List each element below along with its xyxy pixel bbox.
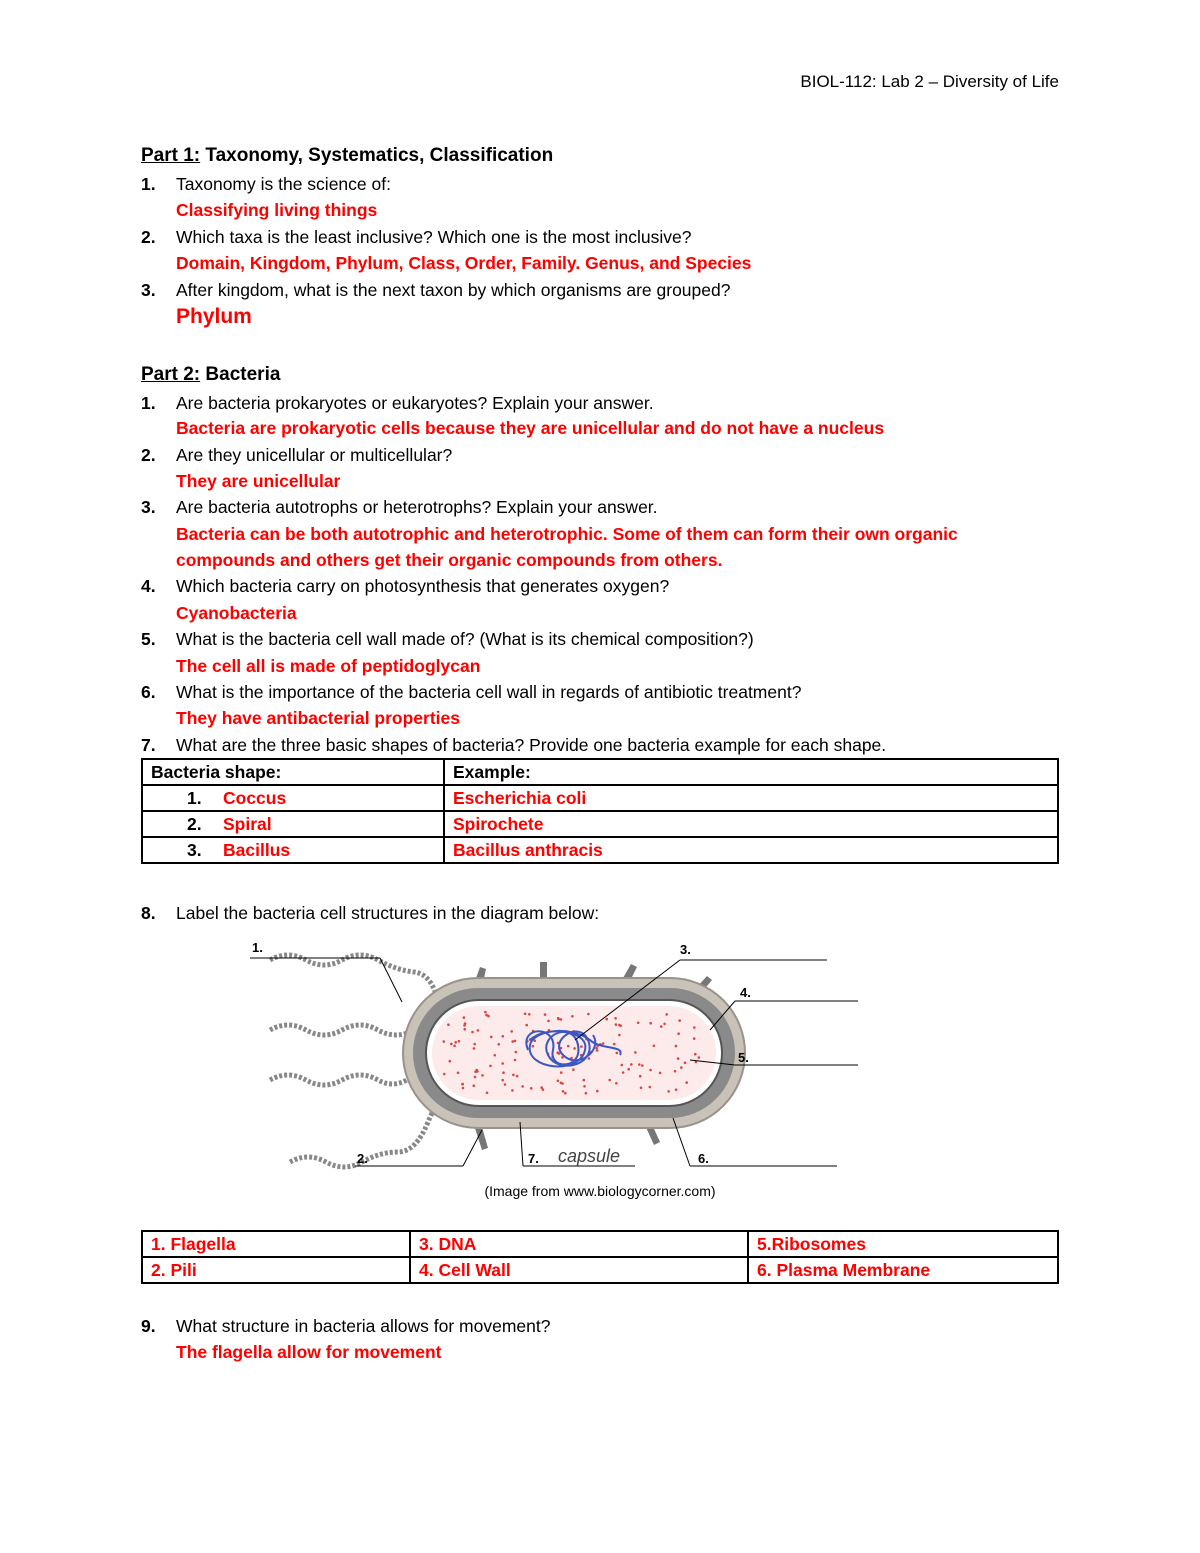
- ribosome-dot: [498, 1043, 501, 1046]
- ribosome-dot: [474, 1076, 477, 1079]
- ribosome-dot: [663, 1023, 666, 1026]
- question-number: 8.: [141, 903, 156, 923]
- question-text: Label the bacteria cell structures in the diagram below:: [176, 903, 600, 923]
- label-cell: 3. DNA: [410, 1231, 748, 1257]
- ribosome-dot: [630, 1063, 633, 1066]
- ribosome-dot: [564, 1092, 567, 1095]
- ribosome-dot: [677, 1032, 680, 1035]
- diagram-label-7: 7.: [528, 1151, 539, 1166]
- ribosome-dot: [677, 1057, 680, 1060]
- ribosome-dot: [560, 1071, 563, 1074]
- ribosome-dot: [443, 1073, 446, 1076]
- ribosome-dot: [659, 1072, 662, 1075]
- p1-question-2: [141, 227, 692, 248]
- ribosome-dot: [622, 1071, 625, 1074]
- question-text: What is the bacteria cell wall made of? (What is its chemical composition?): [176, 629, 754, 649]
- p2-question-3: [141, 497, 658, 518]
- row-number: 1.: [187, 787, 202, 808]
- question-text: What structure in bacteria allows for movement?: [176, 1316, 551, 1336]
- table-row: [142, 785, 1058, 811]
- p2-answer-1: Bacteria are prokaryotic cells because they are unicellular and do not have a nucleus: [176, 418, 885, 438]
- question-text: After kingdom, what is the next taxon by which organisms are grouped?: [176, 280, 731, 300]
- ribosome-dot: [502, 1035, 505, 1038]
- ribosome-dot: [462, 1087, 465, 1090]
- ribosome-dot: [515, 1051, 518, 1054]
- label-cell: 4. Cell Wall: [410, 1257, 748, 1283]
- question-number: 9.: [141, 1316, 156, 1336]
- part2-title: [141, 364, 280, 386]
- ribosome-dot: [694, 1053, 697, 1056]
- header-cell: Example:: [444, 759, 1058, 785]
- ribosome-dot: [572, 1068, 575, 1071]
- ribosome-dot: [693, 1026, 696, 1029]
- header-cell: Bacteria shape:: [142, 759, 444, 785]
- ribosome-dot: [638, 1063, 641, 1066]
- table-row: [142, 811, 1058, 837]
- part1-title: [141, 145, 553, 167]
- ribosome-dot: [562, 1090, 565, 1093]
- ribosome-dot: [618, 1034, 621, 1037]
- ribosome-dot: [521, 1085, 524, 1088]
- p2-answer-5: The cell all is made of peptidoglycan: [176, 656, 481, 676]
- question-text: Are bacteria autotrophs or heterotrophs? Explain your answer.: [176, 497, 658, 517]
- question-number: 3.: [141, 497, 156, 517]
- ribosome-dot: [511, 1040, 514, 1043]
- question-number: 1.: [141, 393, 156, 413]
- question-number: 4.: [141, 576, 156, 596]
- question-text: Are they unicellular or multicellular?: [176, 445, 453, 465]
- ribosome-dot: [447, 1023, 450, 1026]
- shape-name: Spiral: [223, 813, 272, 834]
- table-row: [142, 1231, 1058, 1257]
- ribosome-dot: [615, 1023, 618, 1026]
- ribosome-dot: [514, 1040, 517, 1043]
- ribosome-dot: [532, 1045, 535, 1048]
- table-header-row: [142, 759, 1058, 785]
- p2-question-7: [141, 735, 886, 756]
- ribosome-dot: [588, 1057, 591, 1060]
- question-number: 7.: [141, 735, 156, 755]
- ribosome-dot: [605, 1018, 608, 1021]
- ribosome-dot: [461, 1083, 464, 1086]
- ribosome-dot: [544, 1013, 547, 1016]
- ribosome-dot: [674, 1070, 677, 1073]
- question-text: Are bacteria prokaryotes or eukaryotes? Explain your answer.: [176, 393, 654, 413]
- label-cell: 5.Ribosomes: [748, 1231, 1058, 1257]
- ribosome-dot: [675, 1088, 678, 1091]
- ribosome-dot: [596, 1090, 599, 1093]
- ribosome-dot: [560, 1018, 563, 1021]
- ribosome-dot: [471, 1031, 474, 1034]
- diagram-label-1: 1.: [252, 940, 263, 955]
- p2-answer-3-line2: compounds and others get their organic compounds from others.: [176, 550, 723, 570]
- ribosome-dot: [510, 1030, 513, 1033]
- ribosome-dot: [649, 1069, 652, 1072]
- part2-title-prefix: Part 2:: [141, 364, 201, 385]
- ribosome-dot: [463, 1028, 466, 1031]
- ribosome-dot: [627, 1068, 630, 1071]
- ribosome-dot: [583, 1079, 586, 1082]
- ribosome-dot: [639, 1075, 642, 1078]
- p1-answer-1: Classifying living things: [176, 200, 378, 220]
- ribosome-dot: [641, 1064, 644, 1067]
- ribosome-dot: [528, 1013, 531, 1016]
- ribosome-dot: [649, 1022, 652, 1025]
- ribosome-dot: [693, 1037, 696, 1040]
- p2-question-4: [141, 576, 669, 597]
- ribosome-dot: [619, 1025, 622, 1028]
- question-number: 2.: [141, 445, 156, 465]
- p2-question-8: [141, 903, 599, 924]
- question-number: 5.: [141, 629, 156, 649]
- ribosome-dot: [473, 1047, 476, 1050]
- ribosome-dot: [453, 1045, 456, 1048]
- ribosome-dot: [443, 1040, 446, 1043]
- shape-cell: [142, 785, 444, 811]
- ribosome-dot: [524, 1013, 527, 1016]
- shape-name: Bacillus: [223, 839, 291, 860]
- p2-answer-4: Cyanobacteria: [176, 603, 297, 623]
- ribosome-dot: [637, 1022, 640, 1025]
- ribosome-dot: [511, 1089, 514, 1092]
- ribosome-dot: [614, 1017, 617, 1020]
- ribosome-dot: [640, 1087, 643, 1090]
- p2-question-6: [141, 682, 801, 703]
- ribosome-dot: [680, 1066, 683, 1069]
- ribosome-dot: [571, 1015, 574, 1018]
- flagellum: [270, 955, 438, 1002]
- ribosome-dot: [580, 1045, 583, 1048]
- question-number: 6.: [141, 682, 156, 702]
- structure-labels-table: [141, 1230, 1059, 1284]
- ribosome-dot: [476, 1069, 479, 1072]
- ribosome-dot: [583, 1085, 586, 1088]
- label-cell: 1. Flagella: [142, 1231, 410, 1257]
- ribosome-dot: [489, 1065, 492, 1068]
- shape-cell: [142, 811, 444, 837]
- ribosome-dot: [596, 1049, 599, 1052]
- p2-question-2: [141, 445, 452, 466]
- p2-question-1: [141, 393, 654, 414]
- ribosome-dot: [490, 1036, 493, 1039]
- ribosome-dot: [525, 1024, 528, 1027]
- part2-title-rest: Bacteria: [200, 364, 281, 385]
- question-number: 1.: [141, 174, 156, 194]
- ribosome-dot: [530, 1087, 533, 1090]
- ribosome-dot: [653, 1045, 656, 1048]
- ribosome-dot: [454, 1041, 457, 1044]
- ribosome-dot: [665, 1013, 668, 1016]
- page-header: BIOL-112: Lab 2 – Diversity of Life: [800, 72, 1059, 91]
- shape-name: Coccus: [223, 787, 287, 808]
- ribosome-dot: [449, 1060, 452, 1063]
- ribosome-dot: [501, 1062, 504, 1065]
- row-number: 3.: [187, 839, 202, 860]
- ribosome-dot: [450, 1043, 453, 1046]
- question-text: Which taxa is the least inclusive? Which one is the most inclusive?: [176, 227, 692, 247]
- diagram-label-5: 5.: [738, 1050, 749, 1065]
- ribosome-dot: [660, 1025, 663, 1028]
- table-row: [142, 1257, 1058, 1283]
- ribosome-dot: [684, 1062, 687, 1065]
- ribosome-dot: [608, 1079, 611, 1082]
- question-text: Which bacteria carry on photosynthesis that generates oxygen?: [176, 576, 670, 596]
- question-text: What is the importance of the bacteria cell wall in regards of antibiotic treatment?: [176, 682, 802, 702]
- ribosome-dot: [485, 1014, 488, 1017]
- p1-question-1: [141, 174, 391, 195]
- ribosome-dot: [458, 1040, 461, 1043]
- ribosome-dot: [615, 1082, 618, 1085]
- ribosome-dot: [504, 1083, 507, 1086]
- diagram-label-2: 2.: [357, 1151, 368, 1166]
- ribosome-dot: [464, 1022, 467, 1025]
- p2-answer-3: Bacteria can be both autotrophic and heterotrophic. Some of them can form their own organic: [176, 524, 958, 544]
- example-cell: Escherichia coli: [444, 785, 1058, 811]
- label-cell: 6. Plasma Membrane: [748, 1257, 1058, 1283]
- p1-question-3: [141, 280, 730, 301]
- ribosome-dot: [560, 1082, 563, 1085]
- ribosome-dot: [457, 1072, 460, 1075]
- bacteria-cell-diagram: [230, 930, 870, 1175]
- p2-question-9: [141, 1316, 550, 1337]
- diagram-caption: (Image from www.biologycorner.com): [484, 1183, 716, 1199]
- question-number: 3.: [141, 280, 156, 300]
- label-cell: 2. Pili: [142, 1257, 410, 1283]
- ribosome-dot: [685, 1081, 688, 1084]
- p2-question-5: [141, 629, 754, 650]
- diagram-label-6: 6.: [698, 1151, 709, 1166]
- bacteria-shapes-table: [141, 758, 1059, 864]
- diagram-label-3: 3.: [680, 942, 691, 957]
- ribosome-dot: [587, 1013, 590, 1016]
- ribosome-dot: [512, 1074, 515, 1077]
- ribosome-dot: [675, 1045, 678, 1048]
- ribosome-dot: [501, 1079, 504, 1082]
- question-text: Taxonomy is the science of:: [176, 174, 391, 194]
- ribosome-dot: [557, 1018, 560, 1021]
- ribosome-dot: [567, 1045, 570, 1048]
- ribosome-dot: [494, 1054, 497, 1057]
- ribosome-dot: [678, 1019, 681, 1022]
- capsule-text: capsule: [558, 1146, 621, 1166]
- ribosome-dot: [486, 1092, 489, 1095]
- p2-answer-6: They have antibacterial properties: [176, 708, 460, 728]
- example-cell: Bacillus anthracis: [444, 837, 1058, 863]
- diagram-label-4: 4.: [740, 985, 751, 1000]
- ribosome-dot: [547, 1020, 550, 1023]
- ribosome-dot: [667, 1090, 670, 1093]
- ribosome-dot: [698, 1056, 701, 1059]
- p2-answer-2: They are unicellular: [176, 471, 341, 491]
- ribosome-dot: [516, 1075, 519, 1078]
- ribosome-dot: [556, 1051, 559, 1054]
- table-row: [142, 837, 1058, 863]
- part1-title-rest: Taxonomy, Systematics, Classification: [200, 145, 554, 166]
- ribosome-dot: [634, 1051, 637, 1054]
- example-cell: Spirochete: [444, 811, 1058, 837]
- ribosome-dot: [602, 1042, 605, 1045]
- shape-cell: [142, 837, 444, 863]
- ribosome-dot: [473, 1084, 476, 1087]
- p1-answer-2: Domain, Kingdom, Phylum, Class, Order, Family. Genus, and Species: [176, 253, 752, 273]
- ribosome-dot: [463, 1016, 466, 1019]
- ribosome-dot: [473, 1043, 476, 1046]
- p1-answer-3: Phylum: [176, 305, 252, 328]
- question-number: 2.: [141, 227, 156, 247]
- ribosome-dot: [502, 1071, 505, 1074]
- ribosome-dot: [481, 1074, 484, 1077]
- ribosome-dot: [649, 1086, 652, 1089]
- ribosome-dot: [514, 1059, 517, 1062]
- row-number: 2.: [187, 813, 202, 834]
- ribosome-dot: [613, 1043, 616, 1046]
- ribosome-dot: [540, 1086, 543, 1089]
- part1-title-prefix: Part 1:: [141, 145, 201, 166]
- ribosome-dot: [621, 1064, 624, 1067]
- p2-answer-9: The flagella allow for movement: [176, 1342, 442, 1362]
- ribosome-dot: [573, 1047, 576, 1050]
- question-text: What are the three basic shapes of bacteria? Provide one bacteria example for each shape.: [176, 735, 887, 755]
- ribosome-dot: [484, 1011, 487, 1014]
- ribosome-dot: [595, 1047, 598, 1050]
- ribosome-dot: [616, 1052, 619, 1055]
- ribosome-dot: [557, 1080, 560, 1083]
- ribosome-dot: [477, 1029, 480, 1032]
- label-line-2: [463, 1130, 482, 1166]
- ribosome-dot: [585, 1092, 588, 1095]
